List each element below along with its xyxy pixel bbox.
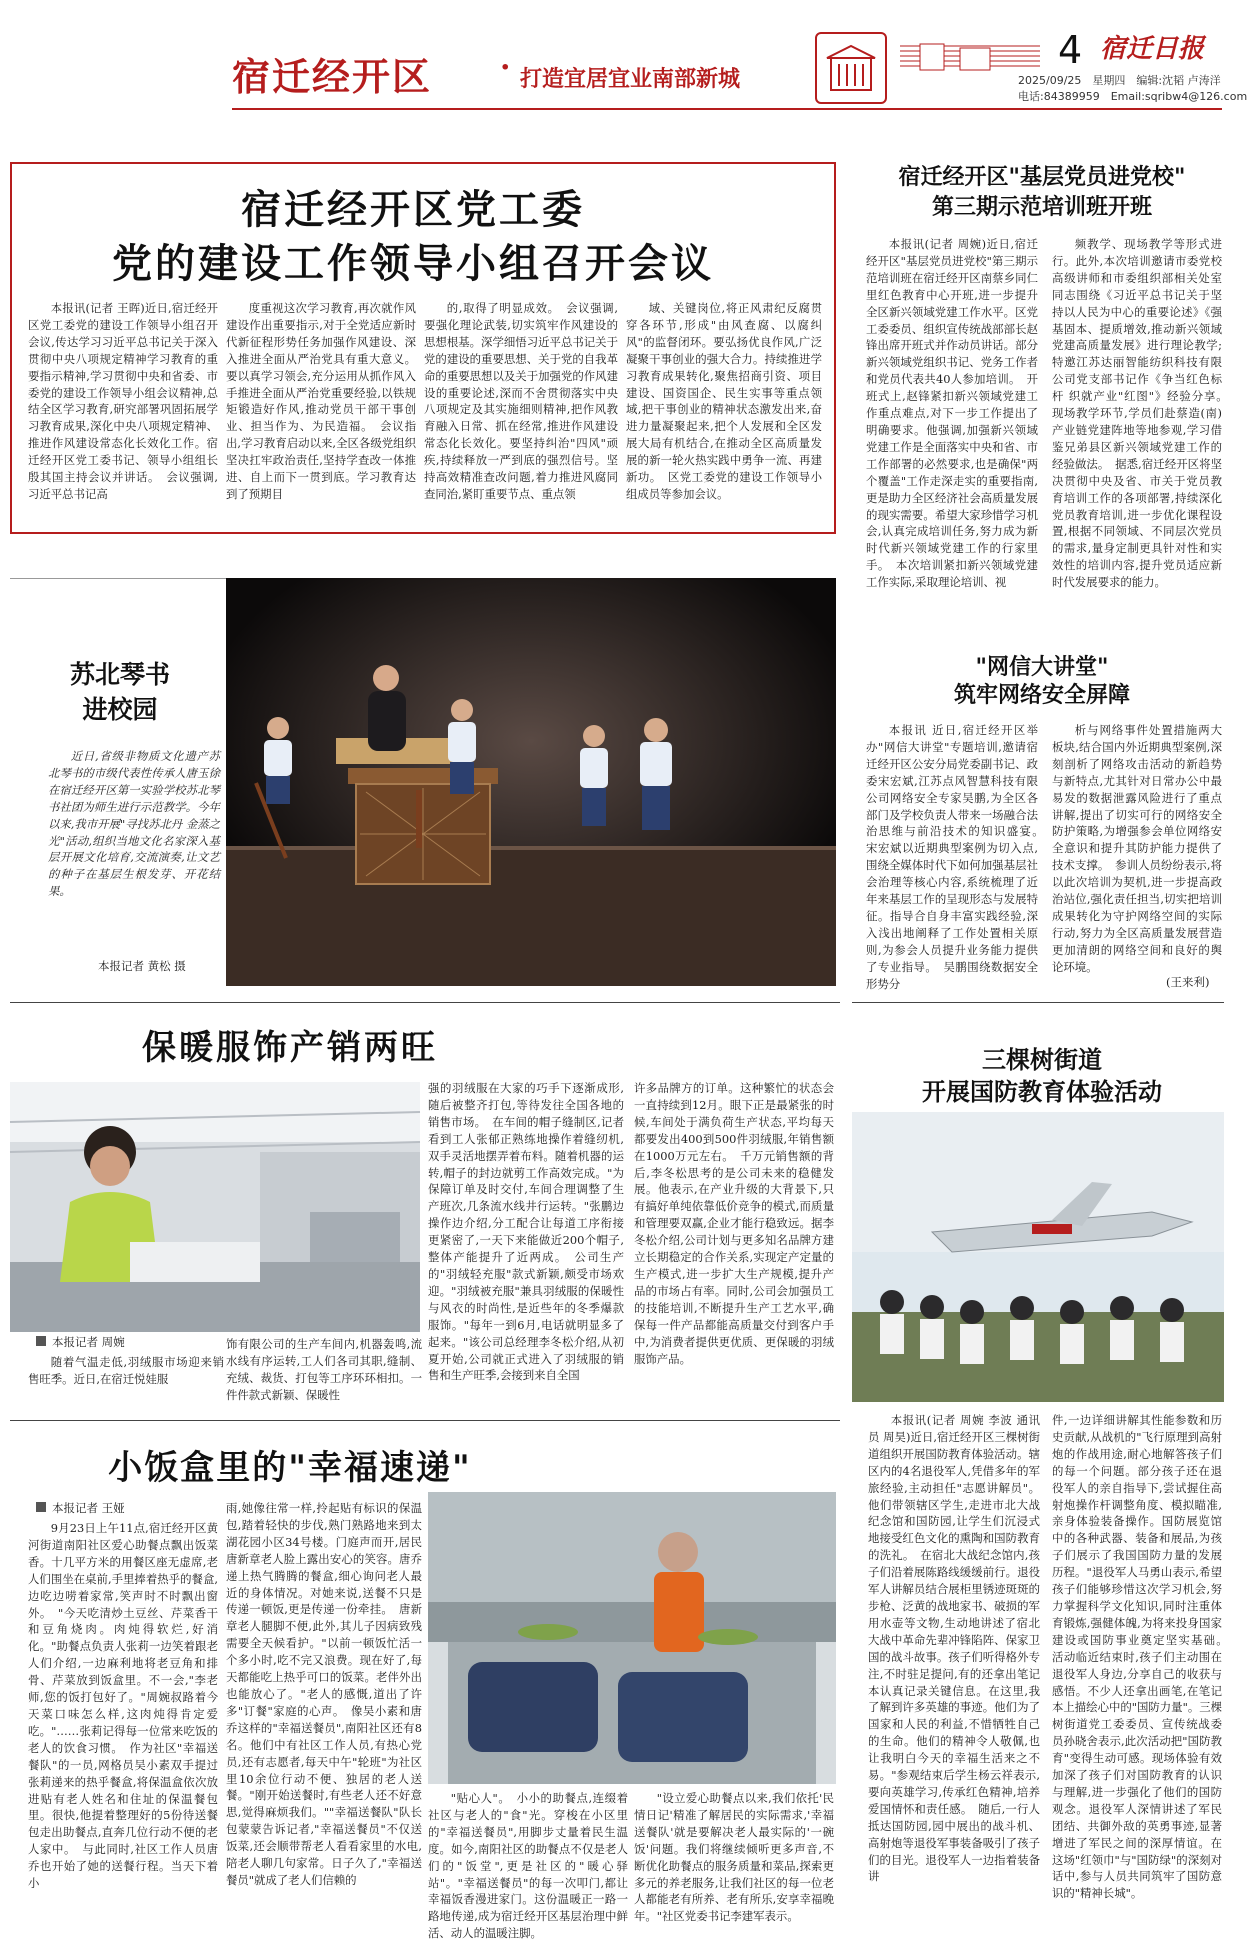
newspaper-masthead: 宿迁日报: [1100, 34, 1205, 64]
meal-delivery-photo: [428, 1492, 836, 1784]
clothing-headline: 保暖服饰产销两旺: [142, 1028, 438, 1068]
decorative-stripes: [900, 42, 1040, 72]
training-column-1: 本报讯(记者 周婉)近日,宿迁经开区"基层党员进党校"第三期示范培训班在宿迁经开区南蔡乡同仁里红色教育中心开班,进一步提升全区新兴领域党建工作水平。区党工委委员、组织宣传统战部部长赵锋出席开班式并作动员讲话。部分新兴领域党组织书记、党务工作者和党员代表共40人参加培训。 开班式上,赵锋紧扣新兴领域党建工作重点难点,对下一步工作提出了明确要求。他强调,加强新兴领域党建工作是全面落实中央和省、市工作部署的必然要求,也是确保"两个覆盖"工作走深走实的重要指南,更是助力全区经济社会高质量发展的现实需要。希望大家珍惜学习机会,认真完成培训任务,努力成为新时代新兴领域党建工作的行家里手。 本次培训紧扣新兴领域党建工作实际,采取理论培训、视: [866, 237, 1038, 590]
cyber-headline-line2: 筑牢网络安全屏障: [953, 682, 1130, 708]
cyber-column-2: 析与网络事件处置措施两大板块,结合国内外近期典型案例,深刻剖析了网络攻击活动的新趋势与新特点,尤其针对日常办公中最易发的数据泄露风险进行了重点讲解,提出了切实可行的网络安全防护策略,为增强参会单位网络安全意识和提升其防护能力提供了技术支撑。 参训人员纷纷表示,将以此次培训为契机,进一步提高政治站位,强化责任担当,切实把培训成果转化为守护网络空间的实际行动,努力为全区高质量发展营造更加清朗的网络空间和良好的舆论环境。: [1052, 723, 1222, 974]
contact-info: 电话:84389959 Email:sqribw4@126.com: [1018, 90, 1247, 103]
lead-column-3: 的,取得了明显成效。 会议强调,要强化理论武装,切实筑牢作风建设的思想根基。深学细悟习近平总书记关于党的建设的重要思想、关于党的自我革命的重要思想以及关于加强党的作风建设的重要论述,深而不舍贯彻落实中央八项规定及其实施细则精神,把作风教育融入日常、抓在经常,推进作风建设常态化长效化。要坚持纠治"四风"顽疾,持续释放一严到底的强烈信号。坚持高效精准查改问题,着力推进风腐同查同治,紧盯重要节点、重点领: [424, 301, 618, 501]
meal-column-2: 雨,她像往常一样,拎起贴有标识的保温包,踏着轻快的步伐,熟门熟路地来到太湖花园小区34号楼。门庭声而开,居民唐新章老人脸上露出安心的笑容。唐乔递上热气腾腾的餐盒,细心询问老人最近的身体情况。对她来说,送餐不只是传递一顿饭,更是传递一份牵挂。 唐新章老人腿脚不便,此外,其儿子因病致残需要全天候看护。"以前一顿饭忙活一个多小时,吃不完又浪费。现在好了,每天都能吃上热乎可口的饭菜。老伴外出也能放心了。"老人的感慨,道出了许多"订餐"家庭的心声。 像吴小素和唐乔这样的"幸福送餐员",南阳社区还有8名。他们中有社区工作人员,有热心党员,还有志愿者,每天中午"轮班"为社区里10余位行动不便、独居的老人送餐。"刚开始送餐时,有些老人还不好意思,觉得麻烦我们。""幸福送餐队"队长包蒙蒙告诉记者,"幸福送餐员"不仅送饭菜,还会顺带帮老人看看家里的水电,陪老人聊几句家常。日子久了,"幸福送餐员"就成了老人们信赖的: [226, 1501, 422, 1887]
cyber-column-1: 本报讯 近日,宿迁经开区举办"网信大讲堂"专题培训,邀请宿迁经开区公安分局党委副书记、政委宋宏斌,江苏点风智慧科技有限公司网络安全专家吴鹏,为全区各部门及学校负责人带来一场融合法治思维与前沿技术的知识盛宴。 宋宏斌以近期典型案例为切入点,围绕全媒体时代下如何加强基层社会治理等核心内容,系统梳理了近年来基层工作的呈现形态与发展特征。指导合自身丰富实践经验,深入浅出地阐释了工作处置相关原则,为参会人员提升业务能力提供了专业指导。 吴鹏围绕数据安全形势分: [866, 723, 1050, 991]
trees-column-2: 件,一边详细讲解其性能参数和历史贡献,从战机的"飞行原理到高射炮的作战用途,耐心地解答孩子们的每一个问题。部分孩子还在退役军人的亲自指导下,尝试握住高射炮操作杆调整角度、模拟瞄准,亲身体验装备操作。国防展览馆中的各种武器、装备和展品,为孩子们展示了我国国防力量的发展历程。"退役军人马勇山表示,希望孩子们能够珍惜这次学习机会,努力掌握科学文化知识,同时注重体育锻炼,强健体魄,为将来投身国家建设或国防事业奠定坚实基础。 活动临近结束时,孩子们主动围在退役军人身边,分享自己的收获与感悟。不少人还拿出画笔,在笔记本上描绘心中的"国防力量"。三棵树街道党工委委员、宣传统战委员孙晓舍表示,此次活动把"国防教育"变得生动可感。现场体验有效加深了孩子们对国防教育的认识与理解,进一步强化了他们的国防观念。退役军人深情讲述了军民团结、共御外敌的英勇事迹,显著增进了军民之间的深厚情谊。在这场"红领巾"与"国防绿"的深刻对话中,参与人员共同筑牢了国防意识的"精神长城"。: [1052, 1413, 1234, 1901]
clothing-column-2: 饰有限公司的生产车间内,机器轰鸣,流水线有序运转,工人们各司其职,缝制、充绒、裁货、打包等工序环环相扣。一件件款式新颖、保暖性: [226, 1337, 422, 1402]
trees-headline-line2: 开展国防教育体验活动: [922, 1077, 1162, 1106]
training-headline-line2: 第三期示范培训班开班: [931, 194, 1152, 220]
lead-column-2: 度重视这次学习教育,再次就作风建设作出重要指示,对于全党适应新时代新征程形势任务加强作风建设、深入推进全面从严治党具有重大意义。要以真学习领会,充分运用从抓作风入手推进全面从严治党重要经验,以铁规矩锻造好作风,推动党员干部干事创业、担当作为、为民造福。 会议指出,学习教育启动以来,全区各级党组织坚决扛牢政治责任,坚持学查改一体推进、自上而下一贯到底。学习教育达到了预期目: [226, 301, 416, 501]
piano-headline-line1: 苏北琴书: [69, 660, 170, 689]
piano-performance-photo: [226, 578, 836, 986]
building-logo-icon: [815, 32, 887, 104]
meal-credit: 本报记者 王娅: [52, 1501, 125, 1515]
clothing-column-4: 许多品牌方的订单。这种繁忙的状态会一直持续到12月。眼下正是最紧张的时候,车间处于满负荷生产状态,平均每天都要发出400到500件羽绒服,年销售额在1000万元左右。 千万元销售额的背后,李冬松思考的是公司未来的稳健发展。他表示,在产业升级的大背景下,只有搞好单纯依靠低价竞争的模式,而质量和管理要双赢,企业才能行稳致远。据李冬松介绍,公司计划与更多知名品牌方建立长期稳定的合作关系,实现定产定量的生产模式,进一步扩大生产规模,提升产品的市场占有率。同时,公司会加强员工的技能培训,不断提升生产工艺水平,确保每一件产品都能高质量交付到客户手中,为消费者提供更优质、更保暖的羽绒服饰产品。: [634, 1081, 834, 1366]
lead-headline-line1: 宿迁经开区党工委: [241, 186, 585, 233]
cyber-headline-line1: "网信大讲堂": [975, 654, 1109, 680]
section-title: 宿迁经开区: [232, 54, 433, 99]
clothing-factory-photo: [10, 1082, 420, 1332]
clothing-credit: 本报记者 周婉: [52, 1335, 125, 1349]
lead-headline-line2: 党的建设工作领导小组召开会议: [112, 240, 714, 287]
header-rule: [232, 108, 1222, 110]
lead-column-4: 域、关键岗位,将正风肃纪反腐贯穿各环节,形成"由风查腐、以腐纠风"的监督闭环。要弘扬优良作风,广泛凝聚干事创业的强大合力。持续推进学习教育成果转化,聚焦招商引资、项目建设、国资国企、民生实事等重点领域,把干事创业的精神状态激发出来,奋进力量凝聚起来,把个人发展和全区发展大局有机结合,在推动全区高质量发展的新一轮火热实践中勇争一流、再建新功。 区党工委党的建设工作领导小组成员等参加会议。: [626, 301, 822, 501]
section-divider-2: [10, 1420, 840, 1421]
clothing-column-3: 强的羽绒服在大家的巧手下逐渐成形,随后被整齐打包,等待发往全国各地的销售市场。 在车间的帽子缝制区,记者看到工人张郁正熟练地操作着缝纫机,双手灵活地摆弄着布料。随着机器的运转,帽子的封边就剪工作高效完成。"为保障订单及时交付,车间合理调整了生产班次,几条流水线井行运转。"张鹏边操作边介绍,分工配合让每道工序衔接更紧密了,一天下来能做近200个帽子,整体产能提升了近两成。 公司生产的"羽绒轻充服"款式新颖,颇受市场欢迎。"羽绒被充服"兼具羽绒服的保暖性与风衣的时尚性,是近些年的冬季爆款服饰。"每年一到6月,电话就明显多了起来。"该公司总经理李冬松介绍,从初夏开始,公司就正式进入了羽绒服的销售和生产旺季,会接到来自全国: [428, 1081, 624, 1383]
trees-column-1: 本报讯(记者 周婉 李波 通讯员 周昊)近日,宿迁经开区三棵树街道组织开展国防教育体验活动。辖区内的4名退役军人,凭借多年的军旅经验,主动担任"志愿讲解员"。他们带领辖区学生,走进市北大战纪念馆和国防园,让学生们沉浸式地接受红色文化的熏陶和国防教育的洗礼。 在宿北大战纪念馆内,孩子们沿着展陈路线缓缓前行。退役军人讲解员结合展柜里锈迹斑斑的步枪、泛黄的战地家书、破损的军用水壶等文物,生动地讲述了宿北大战中革命先辈冲锋陷阵、保家卫国的战斗故事。孩子们听得格外专注,不时驻足提问,有的还拿出笔记本认真记录关键信息。在这里,我了解到许多英雄的事迹。他们为了国家和人民的利益,不惜牺牲自己的生命。他们的精神令人敬佩,也让我明白今天的幸福生活来之不易。"参观结束后学生杨云祥表示,要向英雄学习,传承红色精神,培养爱国情怀和责任感。 随后,一行人抵达国防园,园中展出的战斗机、高射炮等退役军事装备吸引了孩子们的目光。退役军人一边指着装备讲: [868, 1413, 1040, 1884]
issue-info: 2025/09/25 星期四 编辑:沈韬 卢涛洋: [1018, 74, 1221, 87]
meal-column-1: 9月23日上午11点,宿迁经开区黄河街道南阳社区爱心助餐点飘出饭菜香。十几平方米的用餐区座无虚席,老人们围坐在桌前,手里捧着热乎的餐盒,边吃边唠着家常,笑声时不时飘出窗外。 "今天吃清炒土豆丝、芹菜香干和豆角烧肉。肉炖得软烂,好消化。"助餐点负责人张莉一边笑着跟老人们介绍,一边麻利地将老豆角和排骨、芹菜放到饭盒里。不一会,"李老师,您的饭打包好了。"周婉叔路着今天菜口味怎么样,这肉炖得肯定爱吃。"……张莉记得每一位常来吃饭的老人的饮食习惯。 作为社区"幸福送餐队"的一员,网格员吴小素双手提过张莉递来的热乎餐盒,将保温盒依次放进贴有老人姓名和住址的保温餐包里。很快,他提着整理好的5份待送餐包走出助餐点,直奔几位行动不便的老人家中。 与此同时,社区工作人员唐乔也开始了她的送餐行程。当天下着小: [28, 1521, 218, 1891]
section-divider-right: [852, 1002, 1224, 1003]
cyber-author: (王来利): [1166, 975, 1210, 989]
training-column-2: 频教学、现场教学等形式进行。此外,本次培训邀请市委党校高级讲师和市委组织部相关处室同志围绕《习近平总书记关于坚持以人民为中心的重要论述》《强基固本、提质增效,推动新兴领域党建高质量发展》进行理论教学;特邀江苏达丽智能纺织科技有限公司党支部书记作《争当红色标杆 织就产业"红图"》经验分享。 现场教学环节,学员们赴蔡造(南)产业链党建阵地等地参观,学习借鉴兄弟县区新兴领域党建工作的经验做法。 据悉,宿迁经开区将坚决贯彻中央及省、市关于党员教育培训工作的各项部署,持续深化党员教育培训,进一步优化课程设置,根据不同领域、不同层次党员的需求,量身定制更具针对性和实效性的培训内容,提升党员适应新时代发展要求的能力。: [1052, 237, 1234, 590]
section-separator-dot: ·: [500, 50, 511, 85]
meal-column-4: "设立爱心助餐点以来,我们依托'民情日记'精准了解居民的实际需求,'幸福送餐队'就是要解决老人最实际的'一碗饭'问题。我们将继续倾听更多声音,不断优化助餐点的服务质量和菜品,探索更多元的养老服务,让我们社区的每一位老人都能老有所养、老有所乐,安享幸福晚年。"社区党委书记李建军表示。: [634, 1791, 834, 1924]
piano-caption: 近日,省级非物质文化遗产苏北琴书的市级代表性传承人唐玉徐在宿迁经开区第一实验学校苏北琴书社团为师生进行示范教学。今年以来,我市开展"寻找苏北丹 金蒸之光"活动,组织当地文化名家深入基层开展文化培育,交流演奏,让文艺的种子在基层生根发芽、开花结果。: [48, 749, 220, 899]
clothing-column-1: 随着气温走低,羽绒服市场迎来销售旺季。近日,在宿迁悦娃服: [28, 1355, 224, 1386]
meal-headline: 小饭盒里的"幸福速递": [108, 1448, 472, 1488]
training-headline-line1: 宿迁经开区"基层党员进党校": [898, 164, 1186, 190]
section-divider: [10, 1002, 840, 1003]
lead-column-1: 本报讯(记者 王晖)近日,宿迁经开区党工委党的建设工作领导小组召开会议,传达学习习近平总书记关于深入贯彻中央八项规定精神学习教育的重要指示精神,学习贯彻中央和省委、市委党的建设工作领导小组会议精神,总结全区学习教育,研究部署巩固拓展学习教育成果,深化中央八项规定精神、推进作风建设常态化长效化工作。宿迁经开区党工委书记、领导小组组长殷其国主持会议并讲话。 会议强调,习近平总书记高: [28, 301, 218, 501]
page-number: 4: [1058, 28, 1083, 72]
section-slogan: 打造宜居宜业南部新城: [520, 66, 741, 92]
credit-bullet-icon: [36, 1502, 46, 1512]
national-defense-photo: [852, 1112, 1224, 1402]
trees-headline-line1: 三棵树街道: [982, 1045, 1102, 1074]
credit-bullet-icon: [36, 1336, 46, 1346]
meal-column-3: "贴心人"。 小小的助餐点,连缀着社区与老人的"食"光。穿梭在小区里的"幸福送餐员",用脚步丈量着民生温度。如今,南阳社区的助餐点不仅是老人们的"饭堂",更是社区的"暖心驿站"。"幸福送餐员"的每一次叩门,都让幸福饭香漫进家门。这份温暖正一路一路地传递,成为宿迁经开区基层治理中鲜活、动人的温暖注脚。: [428, 1791, 628, 1941]
piano-photo-credit: 本报记者 黄松 摄: [98, 959, 186, 973]
piano-headline-line2: 进校园: [82, 695, 158, 724]
